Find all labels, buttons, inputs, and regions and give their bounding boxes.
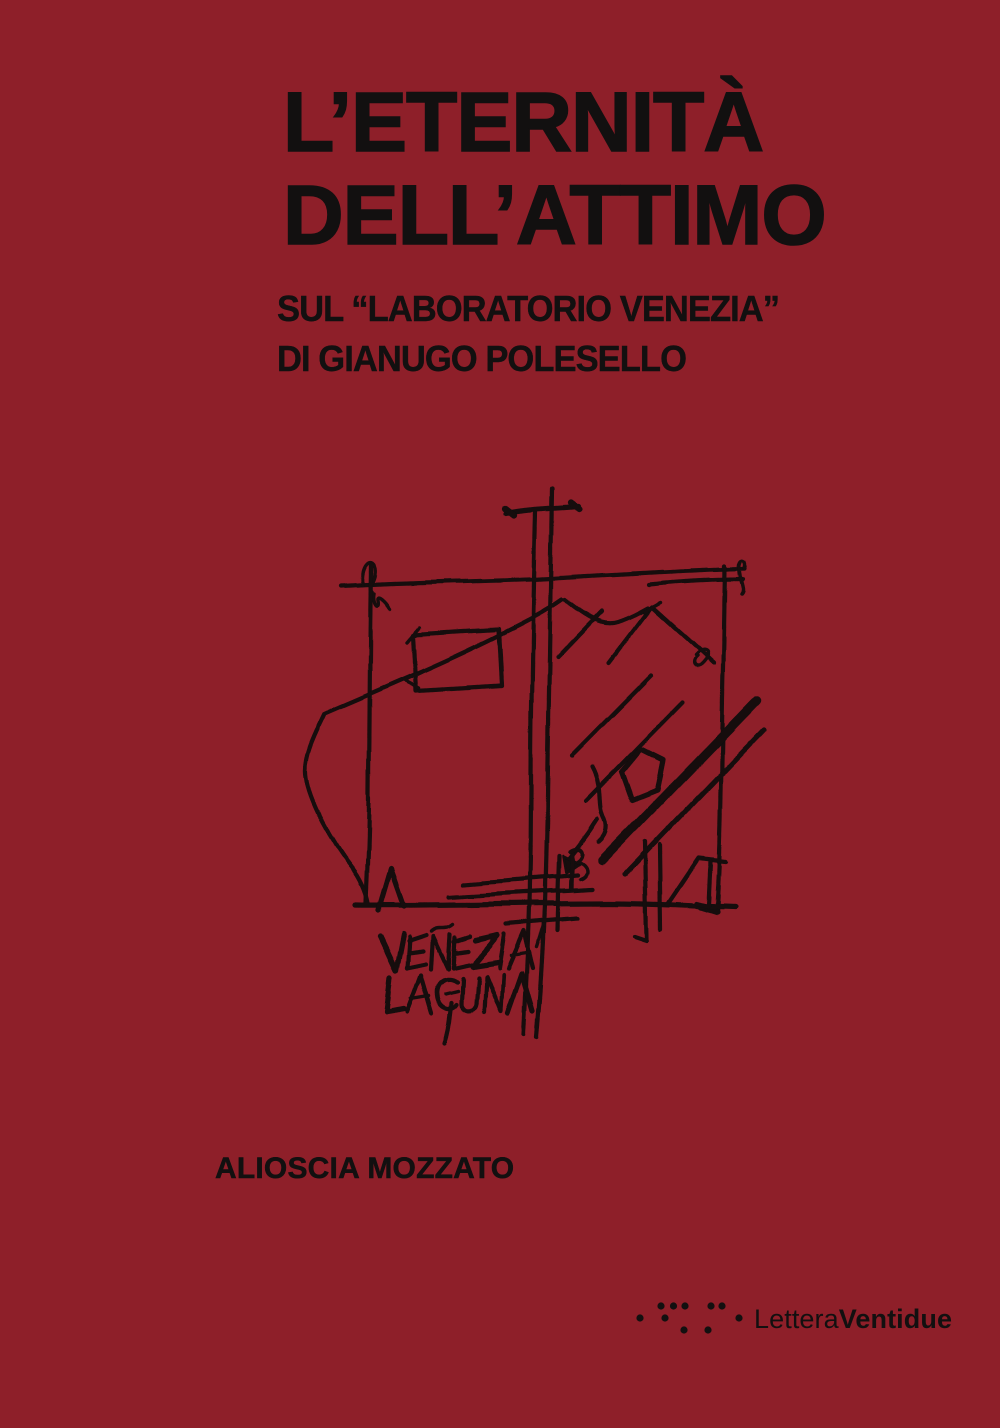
- sketch-caption-venezia: [380, 924, 543, 970]
- publisher-dots-icon: [632, 1294, 752, 1344]
- sketch-strokes: [305, 488, 763, 1044]
- publisher-wordmark: [754, 1304, 952, 1335]
- book-subtitle-line-1: SUL “LABORATORIO VENEZIA”: [277, 288, 780, 329]
- publisher-name-regular: Lettera: [754, 1303, 839, 1334]
- sketch-caption-laguna: [386, 974, 533, 1044]
- publisher-name-bold: Ventidue: [838, 1303, 953, 1334]
- book-title-line-2: DELL’ATTIMO: [283, 168, 826, 262]
- book-title-line-1: L’ETERNITÀ: [283, 75, 764, 169]
- book-subtitle-line-2: DI GIANUGO POLESELLO: [277, 338, 686, 379]
- publisher-logo: [632, 1294, 952, 1344]
- author-name: ALIOSCIA MOZZATO: [215, 1152, 515, 1185]
